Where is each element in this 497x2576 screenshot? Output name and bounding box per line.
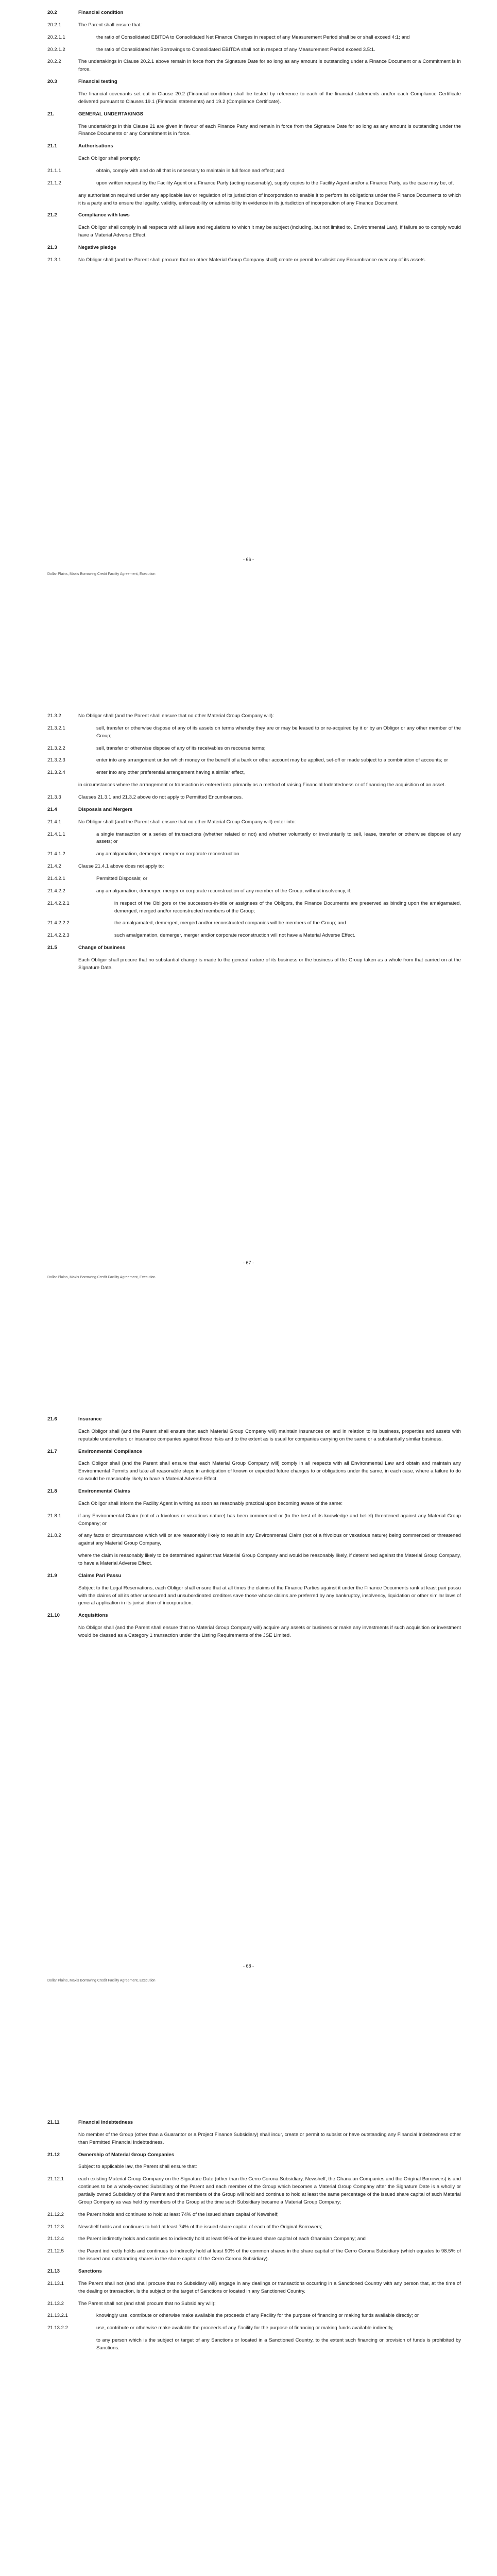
- section-heading: [47, 1416, 461, 1423]
- clause-paragraph: [47, 819, 461, 826]
- section-heading: [47, 2268, 461, 2276]
- clause-number: 20.2.2: [47, 59, 61, 65]
- section-heading: [47, 1448, 461, 1456]
- clause-number: 20.2.1: [47, 22, 61, 28]
- clause-paragraph: [47, 2235, 461, 2243]
- clause-text: sell, transfer or otherwise dispose of any of its assets on terms whereby they are or may be leased to or re-acquired by it or by an Obligor or any other member of the Group;: [96, 725, 461, 739]
- clause-text: the amalgamated, demerged, merged and/or reconstructed companies will be members of the Group; and: [114, 920, 346, 926]
- clause-text: The undertakings in this Clause 21 are given in favour of each Finance Party and remain in force from the Signature Date for so long as any amount is outstanding under the Finance Documents or any Commitment is in force.: [78, 123, 461, 137]
- clause-text: Each Obligor shall (and the Parent shall ensure that each Material Group Company will) maintain insurances on and in relation to its business, properties and assets with reputable underwriters or insurance companies against those risks and to the extent as is usual for companies carrying on the same or a substantially similar business.: [78, 1428, 461, 1442]
- clause-number: 21.4.1.1: [47, 831, 65, 837]
- clause-number: [47, 1428, 78, 1444]
- clause-number: [47, 123, 78, 139]
- clause-paragraph: [47, 58, 461, 74]
- clause-number: [47, 1552, 78, 1568]
- heading-text: Disposals and Mergers: [78, 806, 133, 812]
- clause-paragraph: [47, 1532, 461, 1548]
- clause-paragraph: [47, 1460, 461, 1483]
- section-heading: [47, 111, 461, 118]
- clause-text: Each Obligor shall procure that no substantial change is made to the general nature of its business or the business of the Group taken as a whole from that carried on at the Signature Date.: [78, 957, 461, 971]
- heading-text: Environmental Claims: [78, 1488, 130, 1495]
- clause-paragraph: [47, 257, 461, 264]
- clause-number: 21.3.2: [47, 713, 61, 719]
- clause-text: No Obligor shall (and the Parent shall ensure that no other Material Group Company will) enter into:: [78, 819, 296, 825]
- clause-text: The undertakings in Clause 20.2.1 above remain in force from the Signature Date for so long as any amount is outstanding under a Finance Document or a Commitment is in force.: [78, 59, 461, 73]
- clause-text: Clause 21.4.1 above does not apply to:: [78, 863, 164, 870]
- clause-number: [47, 155, 78, 163]
- heading-text: Financial condition: [78, 10, 124, 15]
- clause-number: 21.3: [47, 245, 57, 251]
- clause-text: sell, transfer or otherwise dispose of any of its receivables on recourse terms;: [96, 745, 266, 751]
- clause-number: 21.8.1: [47, 1513, 61, 1519]
- clause-number: 21.13: [47, 2268, 60, 2275]
- page-number: - 66 -: [243, 557, 254, 562]
- clause-paragraph: [47, 2325, 461, 2332]
- clause-paragraph: [47, 757, 461, 765]
- clause-paragraph: [47, 957, 461, 972]
- clause-text: Each Obligor shall (and the Parent shall ensure that each Material Group Company will) comply in all respects with all Environmental Law and obtain and maintain any Environmental Permits and take all reasonable steps in anticipation of known or expected future changes to or obligations under the same, in each case, where a failure to do so would be reasonably likely to have a Material Adverse Effect.: [78, 1461, 461, 1482]
- clause-number: 21.13.1: [47, 2280, 64, 2286]
- clause-number: 21.12.3: [47, 2224, 64, 2230]
- clause-text: Clauses 21.3.1 and 21.3.2 above do not apply to Permitted Encumbrances.: [78, 794, 243, 801]
- section-heading: [47, 78, 461, 86]
- clause-paragraph: [47, 900, 461, 916]
- clause-text: The financial covenants set out in Clause 20.2 (Financial condition) shall be tested by reference to each of the financial statements and/or each Compliance Certificate delivered pursuant to Clauses 19.1 (Financial statements) and 19.2 (Compliance Certificate).: [78, 91, 461, 105]
- heading-text: Environmental Compliance: [78, 1448, 142, 1454]
- clause-number: [47, 1585, 78, 1608]
- clause-paragraph: [47, 2224, 461, 2231]
- clause-number: [47, 2131, 78, 2147]
- clause-text: in circumstances where the arrangement or transaction is entered into primarily as a method of raising Financial Indebtedness or of financing the acquisition of an asset.: [78, 782, 446, 788]
- clause-text: any amalgamation, demerger, merger or corporate reconstruction.: [96, 851, 241, 857]
- section-heading: [47, 1488, 461, 1496]
- clause-paragraph: [47, 875, 461, 883]
- clause-paragraph: [47, 167, 461, 175]
- clause-text: Each Obligor shall promptly:: [78, 156, 140, 162]
- clause-number: [47, 1500, 78, 1508]
- clause-text: No Obligor shall (and the Parent shall procure that no other Material Group Company shall) create or permit to subsist any Encumbrance over any of its assets.: [78, 257, 426, 263]
- clause-number: 21.4.2.2: [47, 888, 65, 894]
- clause-text: enter into any other preferential arrangement having a similar effect,: [96, 770, 245, 776]
- clause-number: [47, 2163, 78, 2171]
- clause-number: 20.2.1.2: [47, 46, 65, 53]
- clause-paragraph: [47, 888, 461, 895]
- clause-number: 20.3: [47, 79, 57, 85]
- clause-number: 21.8.2: [47, 1533, 61, 1539]
- clause-number: 21.12.4: [47, 2236, 64, 2242]
- clause-paragraph: [47, 155, 461, 163]
- clause-text: a single transaction or a series of transactions (whether related or not) and whether voluntarily or involuntarily to sell, lease, transfer or otherwise dispose of any assets; or: [96, 831, 461, 845]
- heading-text: Acquisitions: [78, 1613, 108, 1619]
- clause-paragraph: [47, 769, 461, 777]
- clause-number: 21.10: [47, 1613, 60, 1619]
- heading-text: Claims Pari Passu: [78, 1572, 122, 1579]
- clause-paragraph: [47, 224, 461, 240]
- heading-text: Negative pledge: [78, 245, 116, 251]
- clause-paragraph: [47, 2211, 461, 2219]
- page-footer: Dollar Plains, Maxis Borrowing Credit Facility Agreement, Execution: [47, 1276, 156, 1279]
- heading-text: Authorisations: [78, 143, 113, 149]
- clause-number: 20.2: [47, 10, 57, 15]
- clause-text: The Parent shall ensure that:: [78, 22, 142, 28]
- clause-text: The Parent shall not (and shall procure that no Subsidiary will) engage in any dealings or transactions occurring in a Sanctioned Country with any person that, at the time of the dealing or transaction, is the subject or the target of Sanctions or located in any Sanctioned Country.: [78, 2280, 461, 2294]
- clause-text: Newshelf holds and continues to hold at least 74% of the issued share capital of each of the Original Borrowers;: [78, 2224, 323, 2230]
- clause-number: 21.3.3: [47, 794, 61, 801]
- clause-number: 21.4.1: [47, 819, 61, 825]
- clause-paragraph: [47, 1513, 461, 1528]
- clause-number: 21.13.2.1: [47, 2313, 68, 2319]
- heading-text: Ownership of Material Group Companies: [78, 2151, 175, 2158]
- clause-paragraph: [47, 1585, 461, 1608]
- clause-paragraph: [47, 2248, 461, 2263]
- clause-text: Each Obligor shall comply in all respects with all laws and regulations to which it may be subject (including, but not limited to, Environmental Law), if failure so to comply would have a Material Adverse Effect.: [78, 225, 461, 239]
- page-footer: Dollar Plains, Maxis Borrowing Credit Facility Agreement, Execution: [47, 1979, 156, 1982]
- clause-text: Each Obligor shall inform the Facility Agent in writing as soon as reasonably practical upon becoming aware of the same:: [78, 1500, 342, 1506]
- clause-paragraph: [47, 2163, 461, 2171]
- section-heading: [47, 2151, 461, 2159]
- clause-text: if any Environmental Claim (not of a frivolous or vexatious nature) has been commenced or (to the best of its knowledge and belief) threatened against any Material Group Company; or: [78, 1513, 461, 1527]
- heading-text: Insurance: [78, 1416, 102, 1422]
- clause-number: [47, 782, 78, 789]
- clause-text: No Obligor shall (and the Parent shall ensure that no other Material Group Company will):: [78, 713, 274, 719]
- clause-paragraph: [47, 1428, 461, 1444]
- clause-text: the Parent indirectly holds and continues to indirectly hold at least 90% of the common shares in the share capital of the Cerro Corona Subsidiary (which equates to 98.5% of the issued and outstanding shares in the share capital of the Cerro Corona Subsidiary).: [78, 2248, 461, 2262]
- clause-number: 21.4: [47, 806, 57, 812]
- clause-text: Subject to the Legal Reservations, each Obligor shall ensure that at all times the claims of the Finance Parties against it under the Finance Documents rank at least pari passu with the claims of all its other unsecured and unsubordinated creditors save those whose claims are preferred by any bankruptcy, insolvency, liquidation or other similar laws of general application in its jurisdiction of incorporation.: [78, 1585, 461, 1606]
- clause-number: 21.5: [47, 945, 57, 951]
- clause-text: the ratio of Consolidated Net Borrowings to Consolidated EBITDA shall not in respect of any Measurement Period exceed 3.5:1.: [96, 46, 375, 53]
- section-heading: [47, 212, 461, 219]
- clause-number: 21.3.2.2: [47, 745, 65, 751]
- clause-text: No member of the Group (other than a Guarantor or a Project Finance Subsidiary) shall incur, create or permit to subsist or have outstanding any Financial Indebtedness other than Permitted Financial Indebtedness.: [78, 2131, 461, 2145]
- clause-number: 21.1: [47, 143, 57, 149]
- clause-paragraph: [47, 46, 461, 54]
- clause-number: 21.13.2: [47, 2300, 64, 2307]
- clause-number: 21.13.2.2: [47, 2325, 68, 2331]
- clause-number: 21.4.1.2: [47, 851, 65, 857]
- clause-text: The Parent shall not (and shall procure that no Subsidiary will):: [78, 2300, 216, 2307]
- clause-number: 21.4.2.2.1: [47, 900, 70, 906]
- section-heading: [47, 944, 461, 952]
- clause-paragraph: [47, 91, 461, 106]
- clause-number: 21.3.2.1: [47, 725, 65, 731]
- section-heading: [47, 9, 461, 17]
- clause-paragraph: [47, 851, 461, 858]
- clause-number: 21.12.5: [47, 2248, 64, 2255]
- clause-number: 21.12.2: [47, 2211, 64, 2217]
- clause-paragraph: [47, 2337, 461, 2352]
- clause-number: [47, 224, 78, 240]
- heading-text: GENERAL UNDERTAKINGS: [78, 111, 143, 117]
- clause-text: enter into any arrangement under which money or the benefit of a bank or other account may be applied, set-off or made subject to a combination of accounts; or: [96, 757, 448, 764]
- clause-paragraph: [47, 1552, 461, 1568]
- clause-text: any amalgamation, demerger, merger or corporate reconstruction of any member of the Group, without insolvency, if:: [96, 888, 352, 894]
- heading-text: Change of business: [78, 945, 126, 951]
- clause-number: 21.9: [47, 1572, 57, 1579]
- section-heading: [47, 244, 461, 252]
- heading-text: Financial testing: [78, 79, 117, 85]
- clause-number: 21.3.2.4: [47, 770, 65, 776]
- document-page: [0, 2110, 497, 2576]
- clause-paragraph: [47, 831, 461, 846]
- clause-paragraph: [47, 725, 461, 740]
- clause-number: [47, 957, 78, 972]
- clause-number: 21.4.2.2.3: [47, 933, 70, 939]
- clause-text: knowingly use, contribute or otherwise make available the proceeds of any Facility for the purpose of financing or making funds available directly; or: [96, 2313, 419, 2319]
- section-heading: [47, 806, 461, 814]
- clause-paragraph: [47, 180, 461, 188]
- clause-number: 21.12.1: [47, 2176, 64, 2182]
- heading-text: Compliance with laws: [78, 212, 130, 218]
- clause-paragraph: [47, 22, 461, 29]
- document-page: [0, 1406, 497, 2110]
- clause-number: 21.6: [47, 1416, 57, 1422]
- clause-text: Permitted Disposals; or: [96, 876, 148, 882]
- clause-number: [47, 1460, 78, 1483]
- clause-number: 21.7: [47, 1448, 57, 1454]
- clause-text: Subject to applicable law, the Parent shall ensure that:: [78, 2164, 197, 2170]
- heading-text: Financial Indebtedness: [78, 2120, 133, 2125]
- clause-number: 21.3.1: [47, 257, 61, 263]
- page-number: - 67 -: [243, 1260, 254, 1265]
- clause-number: [47, 91, 78, 106]
- clause-paragraph: [47, 932, 461, 940]
- section-heading: [47, 1612, 461, 1620]
- clause-paragraph: [47, 123, 461, 139]
- clause-number: [47, 192, 78, 208]
- clause-paragraph: [47, 2131, 461, 2147]
- page-number: - 68 -: [243, 1963, 254, 1969]
- clause-paragraph: [47, 794, 461, 802]
- clause-text: No Obligor shall (and the Parent shall ensure that no Material Group Company will) acquire any assets or business or make any investments if such acquisition or investment would be classed as a Category 1 transaction under the Listing Requirements of the JSE Limited.: [78, 1625, 461, 1639]
- clause-text: obtain, comply with and do all that is necessary to maintain in full force and effect; and: [96, 168, 285, 174]
- clause-paragraph: [47, 34, 461, 42]
- clause-number: 21.4.2.2.2: [47, 920, 70, 926]
- clause-paragraph: [47, 2312, 461, 2320]
- heading-text: Sanctions: [78, 2268, 102, 2275]
- clause-number: 21.4.2.1: [47, 876, 65, 882]
- clause-text: such amalgamation, demerger, merger and/or corporate reconstruction will not have a Material Adverse Effect.: [114, 933, 356, 939]
- clause-number: 21.: [47, 111, 55, 117]
- clause-text: each existing Material Group Company on the Signature Date (other than the Cerro Corona Subsidiary, Newshelf, the Ghanaian Companies and the Original Borrowers) is and continues to be a wholly-owned Subsidiary of the Parent and each member of the Group which becomes a Material Group Company after the Signature Date is a wholly or partially owned Subsidiary of the Parent and that members of the Group will hold and continue to hold at least the same percentage of the issued share capital of such Material Group Company as was held by members of the Group at the time such Subsidiary became a Material Group Company;: [78, 2176, 461, 2205]
- clause-paragraph: [47, 863, 461, 871]
- clause-number: 21.12: [47, 2151, 60, 2158]
- clause-text: of any facts or circumstances which will or are reasonably likely to result in any Environmental Claim (not of a frivolous or vexatious nature) being commenced or threatened against any Material Group Company,: [78, 1533, 461, 1547]
- clause-text: any authorisation required under any applicable law or regulation of its jurisdiction of incorporation to enable it to perform its obligations under the Finance Documents to which it is a party and to ensure the legality, validity, enforceability or admissibility in evidence in its jurisdiction of incorporation of any Finance Document.: [78, 192, 461, 206]
- clause-number: [47, 2337, 78, 2352]
- clause-number: 21.1.1: [47, 168, 61, 174]
- clause-text: upon written request by the Facility Agent or a Finance Party (acting reasonably), supply copies to the Facility Agent and/or a Finance Party, as the case may be, of,: [96, 180, 454, 186]
- clause-text: the Parent indirectly holds and continues to indirectly hold at least 90% of the issued share capital of each Ghanaian Company; and: [78, 2236, 366, 2242]
- clause-text: to any person which is the subject or target of any Sanctions or located in a Sanctioned Country, to the extent such financing or provision of funds is prohibited by Sanctions.: [96, 2337, 461, 2351]
- clause-text: where the claim is reasonably likely to be determined against that Material Group Company and would be reasonably likely, if determined against the Material Group Company, to have a Material Adverse Effect.: [78, 1553, 461, 1567]
- clause-paragraph: [47, 2280, 461, 2296]
- clause-paragraph: [47, 2176, 461, 2206]
- clause-paragraph: [47, 2300, 461, 2308]
- clause-paragraph: [47, 1500, 461, 1508]
- clause-number: 21.3.2.3: [47, 757, 65, 764]
- clause-number: 21.1.2: [47, 180, 61, 186]
- document-page: [0, 0, 497, 703]
- clause-text: use, contribute or otherwise make available the proceeds of any Facility for the purpose of financing or making funds available indirectly,: [96, 2325, 393, 2331]
- clause-number: 21.8: [47, 1488, 57, 1495]
- clause-number: 21.11: [47, 2120, 60, 2125]
- document-page: [0, 703, 497, 1406]
- clause-paragraph: [47, 1624, 461, 1640]
- clause-paragraph: [47, 745, 461, 753]
- clause-number: 21.4.2: [47, 863, 61, 870]
- page-footer: Dollar Plains, Maxis Borrowing Credit Facility Agreement, Execution: [47, 572, 156, 576]
- clause-text: in respect of the Obligors or the successors-in-title or assignees of the Obligors, the Finance Documents are preserved as binding upon the amalgamated, demerged, merged and/or reconstructed members of the Group;: [114, 900, 461, 914]
- section-heading: [47, 2119, 461, 2127]
- section-heading: [47, 1572, 461, 1580]
- clause-number: 20.2.1.1: [47, 34, 65, 40]
- clause-number: 21.2: [47, 212, 57, 218]
- clause-paragraph: [47, 192, 461, 208]
- clause-paragraph: [47, 920, 461, 927]
- clause-paragraph: [47, 782, 461, 789]
- clause-paragraph: [47, 713, 461, 720]
- clause-number: [47, 1624, 78, 1640]
- section-heading: [47, 143, 461, 150]
- clause-text: the ratio of Consolidated EBITDA to Consolidated Net Finance Charges in respect of any Measurement Period shall be or shall exceed 4:1; and: [96, 34, 410, 40]
- clause-text: the Parent holds and continues to hold at least 74% of the issued share capital of Newshelf;: [78, 2211, 279, 2217]
